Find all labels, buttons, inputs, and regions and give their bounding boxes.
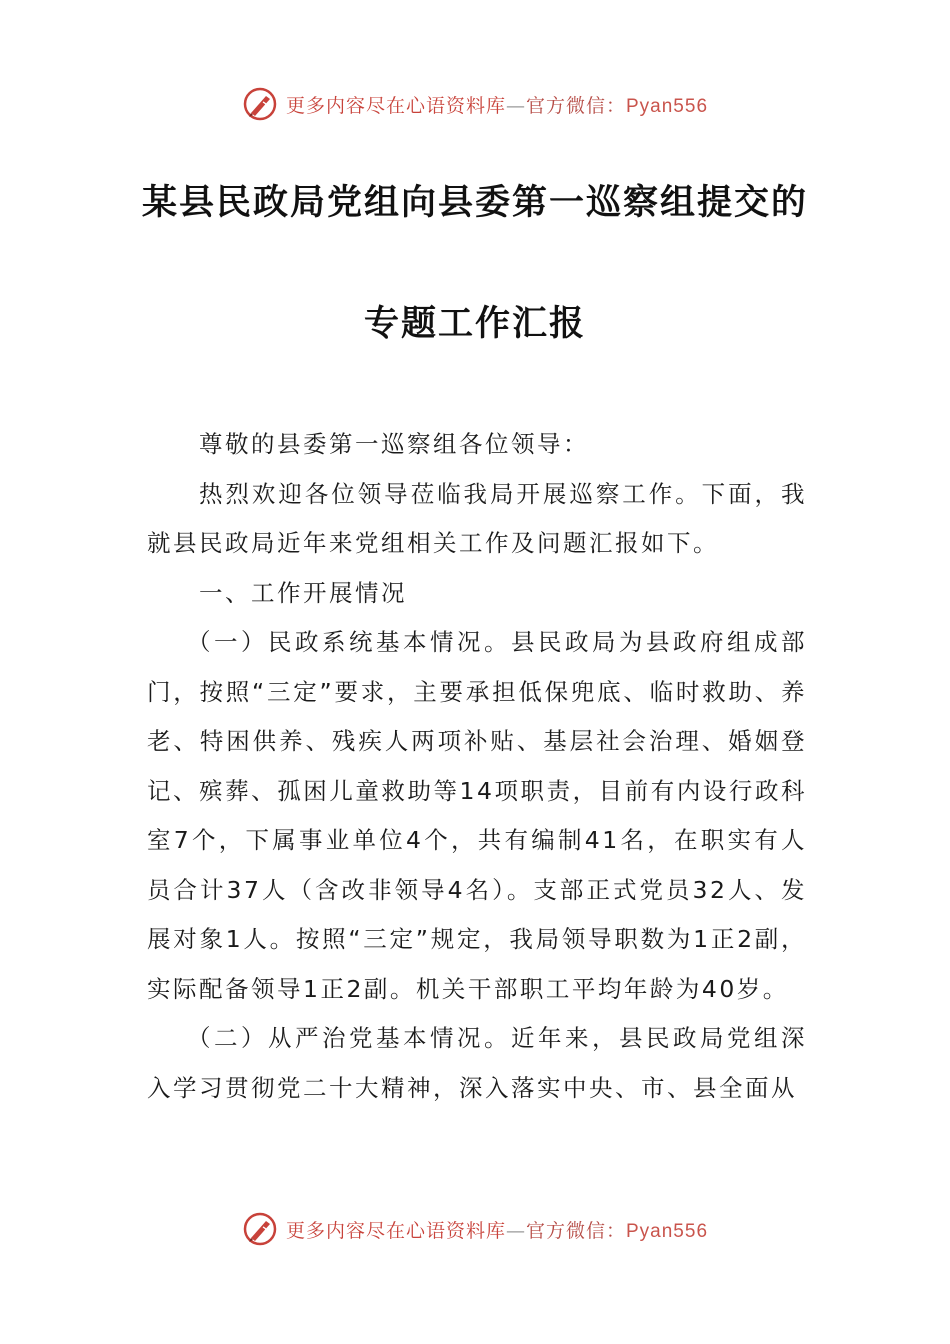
watermark-text: 更多内容尽在心语资料库—官方微信：Pyan556 (285, 1219, 709, 1242)
pen-logo-icon (242, 1211, 278, 1247)
document-title-line1: 某县民政局党组向县委第一巡察组提交的 (141, 182, 808, 223)
paragraph-welcome: 热烈欢迎各位领导莅临我局开展巡察工作。下面，我就县民政局近年来党组相关工作及问题汇报如下。 (147, 479, 807, 557)
paragraph-basic-situation: （一）民政系统基本情况。县民政局为县政府组成部门，按照“三定”要求，主要承担低保兜底、临时救助、养老、特困供养、残疾人两项补贴、基层社会治理、婚姻登记、殡葬、孤困儿童救助等14项职责，目前有内设行政科室7个，下属事业单位4个，共有编制41名，在职实有人员合计37人（含改非领导4名）。支部正式党员32人、发展对象1人。按照“三定”规定，我局领导职数为1正2副，实际配备领导1正2副。机关干部职工平均年龄为40岁。 (147, 628, 807, 1003)
section-heading-1: 一、工作开展情况 (199, 578, 407, 607)
pen-logo-icon (242, 86, 278, 122)
watermark-banner-bottom (0, 1209, 950, 1249)
paragraph-party-governance: （二）从严治党基本情况。近年来，县民政局党组深入学习贯彻党二十大精神，深入落实中央、市、县全面从 (147, 1024, 807, 1102)
salutation: 尊敬的县委第一巡察组各位领导： (199, 430, 589, 458)
document-body (147, 420, 807, 1113)
watermark-banner-top (0, 84, 950, 124)
watermark-text: 更多内容尽在心语资料库—官方微信：Pyan556 (285, 94, 709, 117)
document-title-line2: 专题工作汇报 (363, 303, 586, 344)
